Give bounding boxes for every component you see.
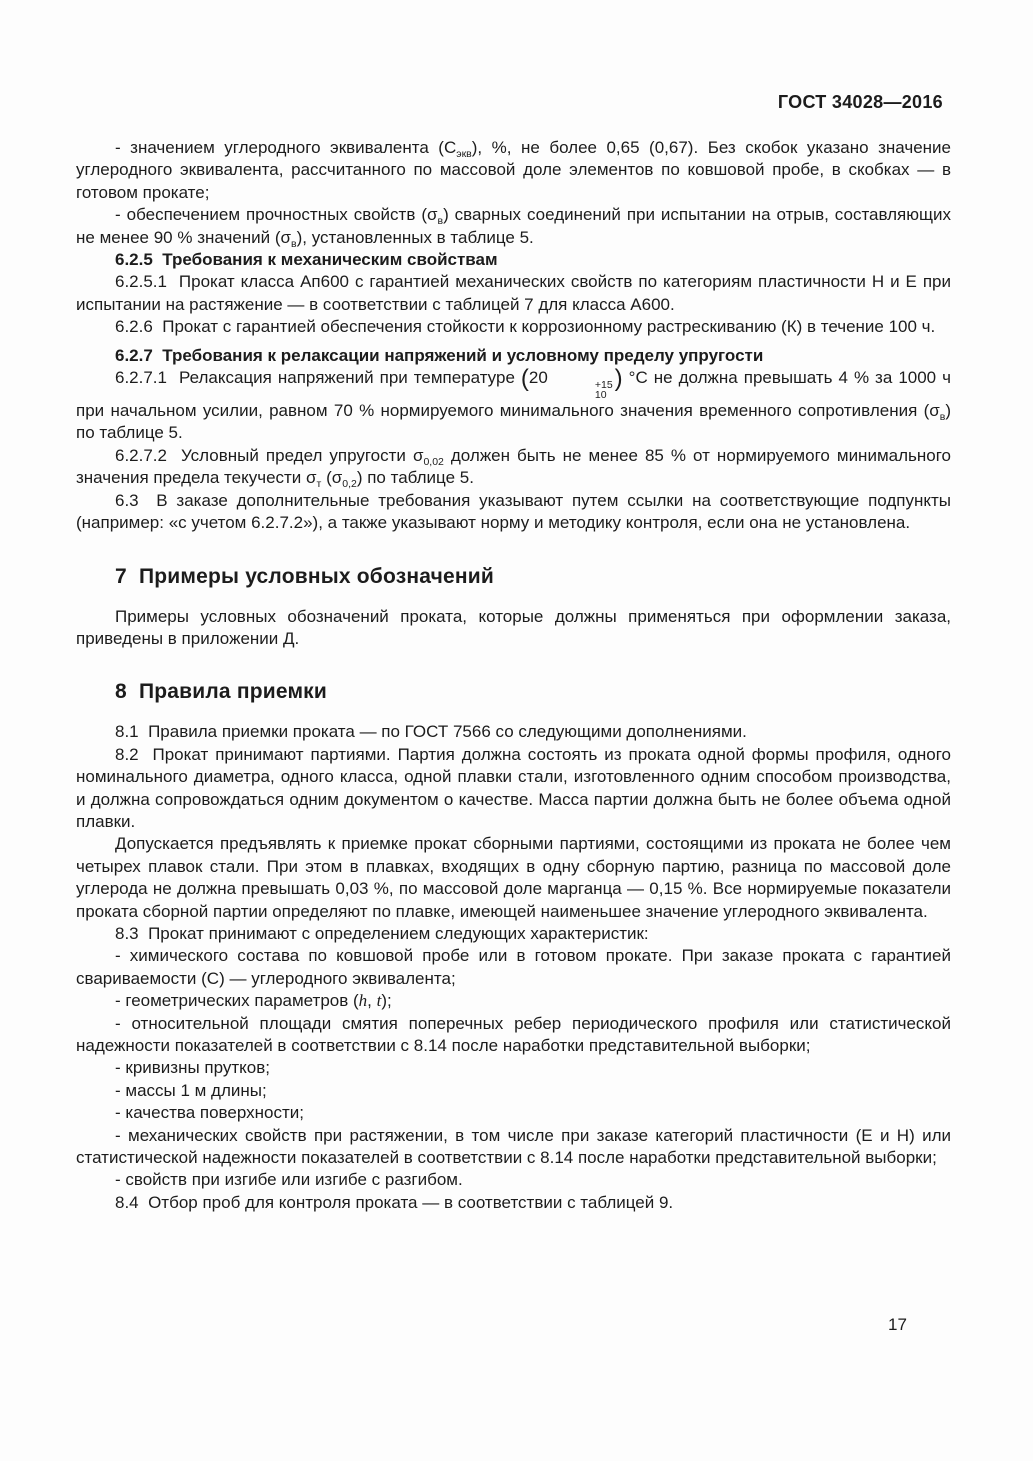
heading-6-2-5: 6.2.5 Требования к механическим свойствам (115, 250, 498, 270)
para-section-7-text: Примеры условных обозначений проката, которые должны применяться при оформлении заказа, приведены в приложении Д. (76, 606, 951, 648)
heading-6-2-7: 6.2.7 Требования к релаксации напряжений и условному пределу упругости (115, 345, 764, 365)
list-item-rib-crush-area: - относительной площади смятия поперечных ребер периодического профиля или статистической надежности показателей в соответствии с 8.14 после наработки представительной выборки; (76, 1013, 951, 1055)
page-number: 17 (888, 1315, 907, 1334)
para-dash-weld-strength: - обеспечением прочностных свойств $(\sigma_в)$ сварных соединений при испытании на отрыв, составляющих не менее 90 % значений $(\sigma_в)$, установленных в таблице 5. (76, 205, 951, 250)
para-6-2-5-1: 6.2.5.1 Прокат класса Ап600 с гарантией механических свойств по категориям пластичности Н и Е при испытании на растяжение — в соответствии с таблицей 7 для класса А600. (76, 272, 951, 314)
heading-section-8: 8 Правила приемки (115, 680, 328, 704)
list-item-surface-quality: - качества поверхности; (115, 1103, 304, 1123)
running-header: ГОСТ 34028—2016 (777, 92, 943, 112)
para-8-4: 8.4 Отбор проб для контроля проката — в соответствии с таблицей 9. (115, 1192, 674, 1212)
para-dash-carbon-equivalent: - значением углеродного эквивалента $(С_{экв})$, %, не более 0,65 (0,67). Без скобок указано значение углеродного эквивалента, рассчитанного по массовой доле элементов по ковшовой пробе, в скобках — в готовом прокате; (76, 138, 952, 202)
para-6-2-6: 6.2.6 Прокат с гарантией обеспечения стойкости к коррозионному растрескиванию (К) в течение 100 ч. (115, 317, 936, 337)
document-content (76, 137, 951, 1214)
para-8-3: 8.3 Прокат принимают с определением следующих характеристик: (115, 923, 649, 943)
list-item-bend-properties: - свойств при изгибе или изгибе с разгибом. (115, 1170, 463, 1190)
heading-section-7: 7 Примеры условных обозначений (115, 564, 494, 588)
list-item-rod-curvature: - кривизны прутков; (115, 1058, 271, 1078)
para-8-2: 8.2 Прокат принимают партиями. Партия должна состоять из проката одной формы профиля, одного номинального диаметра, одного класса, одной плавки стали, изготовленного одним способом производства, и должна сопровождаться одним документом о качестве. Масса партии должна быть не более объема одной плавки. (76, 744, 951, 831)
list-item-geometric-parameters: - геометрических параметров (h, t); (115, 991, 392, 1011)
temperature-tolerance-expression: (20 +15 10 ) (520, 365, 623, 402)
para-6-3: 6.3 В заказе дополнительные требования указывают путем ссылки на соответствующие подпункты (например: «с учетом 6.2.7.2»), а также указывают норму и методику контроля, если она не установлена. (76, 490, 951, 533)
list-item-mass-per-meter: - массы 1 м длины; (115, 1080, 267, 1100)
para-8-1: 8.1 Правила приемки проката — по ГОСТ 7566 со следующими дополнениями. (115, 722, 747, 742)
list-item-chemical-composition: - химического состава по ковшовой пробе или в готовом прокате. При заказе проката с гарантией свариваемости (С) — углеродного эквивалента; (76, 946, 951, 988)
para-6-2-7-2: 6.2.7.2 Условный предел упругости $\sigma_{0,02}$ должен быть не менее 85 % от нормируемого минимального значения предела текучести $\sigma_т$ $(\sigma_{0,2})$ по таблице 5. (76, 445, 951, 491)
list-item-tensile-properties: - механических свойств при растяжении, в том числе при заказе категорий пластичности (Е и Н) или статистической надежности показателей в соответствии с 8.14 после наработки представительной выборки; (76, 1125, 951, 1168)
para-8-2-combined-lots: Допускается предъявлять к приемке прокат сборными партиями, состоящими из проката не более чем четырех плавок стали. При этом в плавках, входящих в одну сборную партию, разница по массовой доле углерода не должна превышать 0,03 %, по массовой доле марганца — 0,15 %. Все нормируемые показатели проката сборной партии определяют по плавке, имеющей наименьшее значение углеродного эквивалента. (76, 834, 951, 921)
para-6-2-7-1: 6.2.7.1 Релаксация напряжений при температуре (20 +15 10 ) °С не должна превышать 4 % за 1000 ч при начальном усилии, равном 70 % нормируемого минимального значения временного сопротивления $(\sigma_в)$ по таблице 5. (76, 365, 951, 443)
